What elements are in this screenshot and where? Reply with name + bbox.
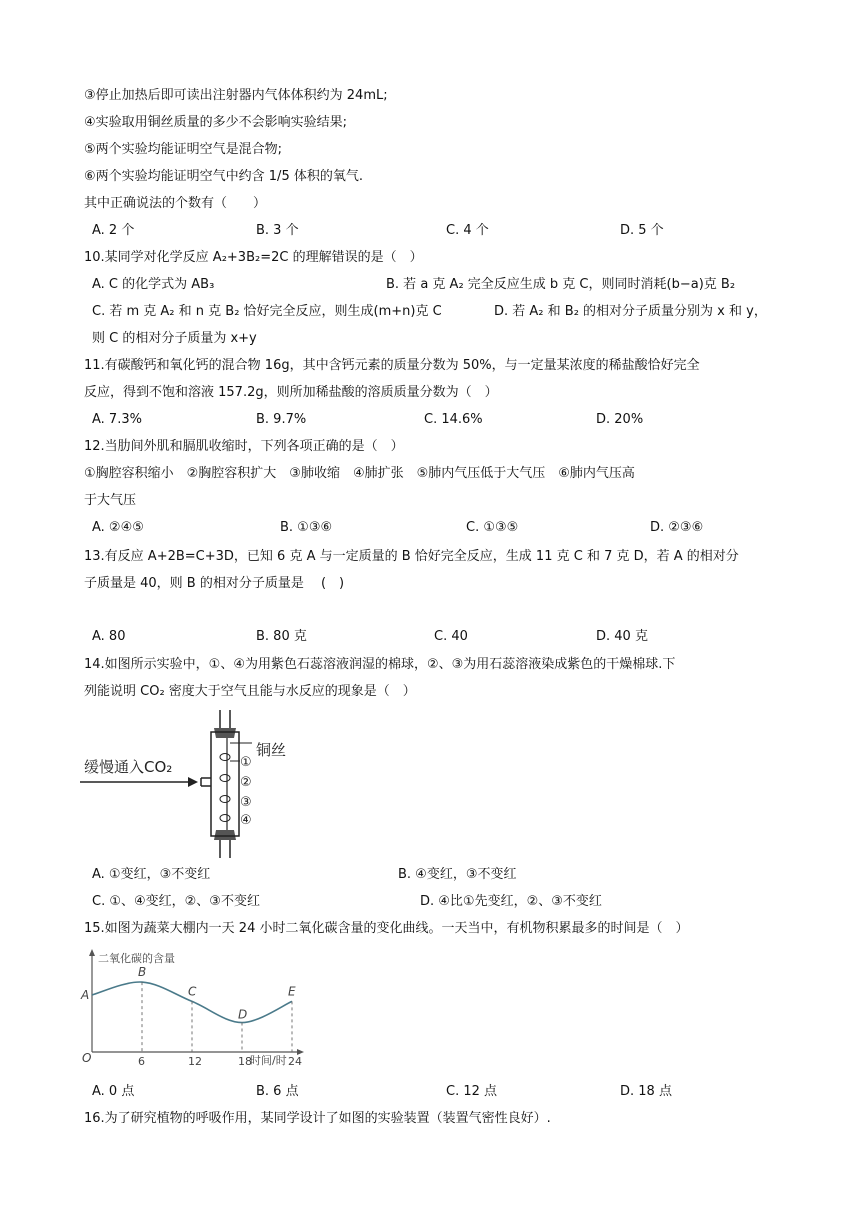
chart-y-label: 二氧化碳的含量 [98, 952, 175, 965]
q9-option-b: B. 3 个 [256, 223, 299, 238]
q9-option-d: D. 5 个 [620, 223, 664, 238]
q14-stem-line2: 列能说明 CO₂ 密度大于空气且能与水反应的现象是（ ） [84, 684, 416, 699]
chart-point-label: B [138, 965, 147, 980]
q13-option-d: D. 40 克 [596, 629, 648, 644]
q12-option-a: A. ②④⑤ [92, 520, 144, 535]
chart-x-tick-label: 6 [138, 1055, 145, 1068]
q15-stem: 15.如图为蔬菜大棚内一天 24 小时二氧化碳含量的变化曲线。一天当中，有机物积累最多的时间是（ ） [84, 921, 689, 936]
ball-label-1: ① [240, 755, 252, 770]
ball-label-4: ④ [240, 813, 252, 828]
q14-option-a: A. ①变红，③不变红 [92, 867, 211, 882]
copper-wire-label: 铜丝 [256, 741, 287, 759]
q13-option-c: C. 40 [434, 629, 468, 644]
statement-3: ③停止加热后即可读出注射器内气体体积约为 24mL; [84, 88, 388, 103]
q15-option-b: B. 6 点 [256, 1084, 299, 1099]
chart-point-label: E [288, 984, 296, 999]
q9-option-c: C. 4 个 [446, 223, 489, 238]
q12-items-line2: 于大气压 [84, 493, 137, 508]
chart-origin: O [82, 1051, 92, 1065]
co2-inlet-label: 缓慢通入CO₂ [84, 758, 173, 776]
q16-stem: 16.为了研究植物的呼吸作用，某同学设计了如图的实验装置（装置气密性良好）. [84, 1111, 551, 1126]
q14-stem-line1: 14.如图所示实验中，①、④为用紫色石蕊溶液润湿的棉球，②、③为用石蕊溶液染成紫色的干燥棉球.下 [84, 657, 676, 672]
co2-apparatus-figure [80, 710, 320, 860]
q13-stem-line2: 子质量是 40，则 B 的相对分子质量是 ( ) [84, 576, 345, 591]
q9-option-a: A. 2 个 [92, 223, 135, 238]
q10-option-a: A. C 的化学式为 AB₃ [92, 277, 215, 292]
q14-option-d: D. ④比①先变红，②、③不变红 [420, 894, 602, 909]
chart-point-label: A [81, 987, 90, 1002]
q12-option-d: D. ②③⑥ [650, 520, 704, 535]
q10-option-d-cont: 则 C 的相对分子质量为 x+y [92, 331, 257, 346]
q11-stem-line2: 反应，得到不饱和溶液 157.2g，则所加稀盐酸的溶质质量分数为（ ） [84, 385, 498, 400]
q12-stem: 12.当肋间外肌和膈肌收缩时，下列各项正确的是（ ） [84, 439, 404, 454]
statement-6: ⑥两个实验均能证明空气中约含 1/5 体积的氧气. [84, 169, 363, 184]
chart-x-tick-label: 24 [288, 1055, 302, 1068]
q12-option-b: B. ①③⑥ [280, 520, 333, 535]
q10-stem: 10.某同学对化学反应 A₂+3B₂=2C 的理解错误的是（ ） [84, 250, 423, 265]
statement-5: ⑤两个实验均能证明空气是混合物; [84, 142, 283, 157]
chart-point-label: D [238, 1007, 248, 1022]
ball-label-2: ② [240, 775, 252, 790]
q10-option-c: C. 若 m 克 A₂ 和 n 克 B₂ 恰好完全反应，则生成(m+n)克 C [92, 304, 442, 319]
q13-option-a: A. 80 [92, 629, 126, 644]
q15-option-a: A. 0 点 [92, 1084, 135, 1099]
co2-curve-chart [80, 948, 310, 1072]
q15-option-c: C. 12 点 [446, 1084, 498, 1099]
chart-x-tick-label: 18 [238, 1055, 252, 1068]
q11-option-c: C. 14.6% [424, 412, 483, 427]
q15-option-d: D. 18 点 [620, 1084, 672, 1099]
q10-option-d: D. 若 A₂ 和 B₂ 的相对分子质量分别为 x 和 y， [494, 304, 767, 319]
q11-option-a: A. 7.3% [92, 412, 142, 427]
q10-option-b: B. 若 a 克 A₂ 完全反应生成 b 克 C，则同时消耗(b−a)克 B₂ [386, 277, 736, 292]
statement-4: ④实验取用铜丝质量的多少不会影响实验结果; [84, 115, 348, 130]
chart-x-tick-label: 12 [188, 1055, 202, 1068]
q11-stem-line1: 11.有碳酸钙和氧化钙的混合物 16g，其中含钙元素的质量分数为 50%，与一定量某浓度的稀盐酸恰好完全 [84, 358, 700, 373]
q9-question: 其中正确说法的个数有（ ） [84, 196, 267, 211]
q12-option-c: C. ①③⑤ [466, 520, 519, 535]
q11-option-b: B. 9.7% [256, 412, 307, 427]
q11-option-d: D. 20% [596, 412, 644, 427]
q13-option-b: B. 80 克 [256, 629, 307, 644]
ball-label-3: ③ [240, 795, 252, 810]
q14-option-c: C. ①、④变红，②、③不变红 [92, 894, 260, 909]
q12-items-line1: ①胸腔容积缩小 ②胸腔容积扩大 ③肺收缩 ④肺扩张 ⑤肺内气压低于大气压 ⑥肺内气压高 [84, 466, 635, 481]
chart-y-axis-arrow [89, 949, 95, 956]
chart-point-label: C [188, 984, 197, 999]
q13-stem-line1: 13.有反应 A+2B=C+3D，已知 6 克 A 与一定质量的 B 恰好完全反应，生成 11 克 C 和 7 克 D，若 A 的相对分 [84, 549, 739, 564]
chart-x-label: 时间/时 [250, 1054, 287, 1067]
q14-option-b: B. ④变红，③不变红 [398, 867, 517, 882]
